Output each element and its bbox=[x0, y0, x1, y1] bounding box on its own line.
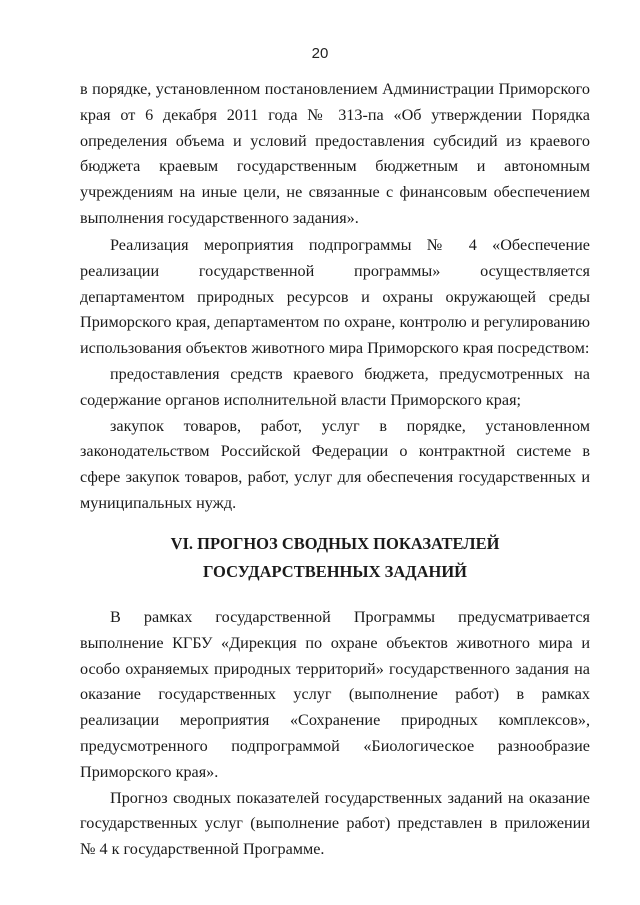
section-heading bbox=[80, 530, 590, 586]
paragraph-budget-funds: предоставления средств краевого бюджета, предусмотренных на содержание органов исполнительной власти Приморского края; bbox=[80, 364, 590, 409]
page-number: 20 bbox=[311, 45, 329, 62]
paragraph-procurement: закупок товаров, работ, услуг в порядке, установленном законодательством Российской Федерации о контрактной системе в сфере закупок товаров, работ, услуг для обеспечения государственных и муниципальных нужд. bbox=[80, 416, 590, 512]
text-block-subprogram bbox=[80, 233, 590, 517]
paragraph-state-assignment: В рамках государственной Программы предусматривается выполнение КГБУ «Дирекция по охране объектов животного мира и особо охраняемых природных территорий» государственного задания на оказание государственных услуг (выполнение работ) в рамках реализации мероприятия «Сохранение природных комплексов», предусмотренного подпрограммой «Биологическое разнообразие Приморского края». bbox=[80, 608, 590, 781]
section-heading-line-2: ГОСУДАРСТВЕННЫХ ЗАДАНИЙ bbox=[202, 562, 468, 581]
section-heading-line-1: VI. ПРОГНОЗ СВОДНЫХ ПОКАЗАТЕЛЕЙ bbox=[170, 534, 500, 553]
paragraph-subprogram-4: Реализация мероприятия подпрограммы № 4 «Обеспечение реализации государственной программы» осуществляется департаментом природных ресурсов и охраны окружающей среды Приморского края, департаментом по охране, контролю и регулированию использования объектов животного мира Приморского края посредством: bbox=[80, 236, 590, 358]
text-block-top bbox=[80, 77, 590, 232]
text-block-forecast bbox=[80, 605, 590, 863]
paragraph-subsidy-order: в порядке, установленном постановлением Администрации Приморского края от 6 декабря 2011 года № 313-па «Об утверждении Порядка определения объема и условий предоставления субсидий из краевого бюджета краевым государственным бюджетным и автономным учреждениям на иные цели, не связанные с финансовым обеспечением выполнения государственного задания». bbox=[80, 80, 590, 227]
paragraph-forecast-appendix: Прогноз сводных показателей государственных заданий на оказание государственных услуг (выполнение работ) представлен в приложении № 4 к государственной Программе. bbox=[80, 788, 590, 859]
